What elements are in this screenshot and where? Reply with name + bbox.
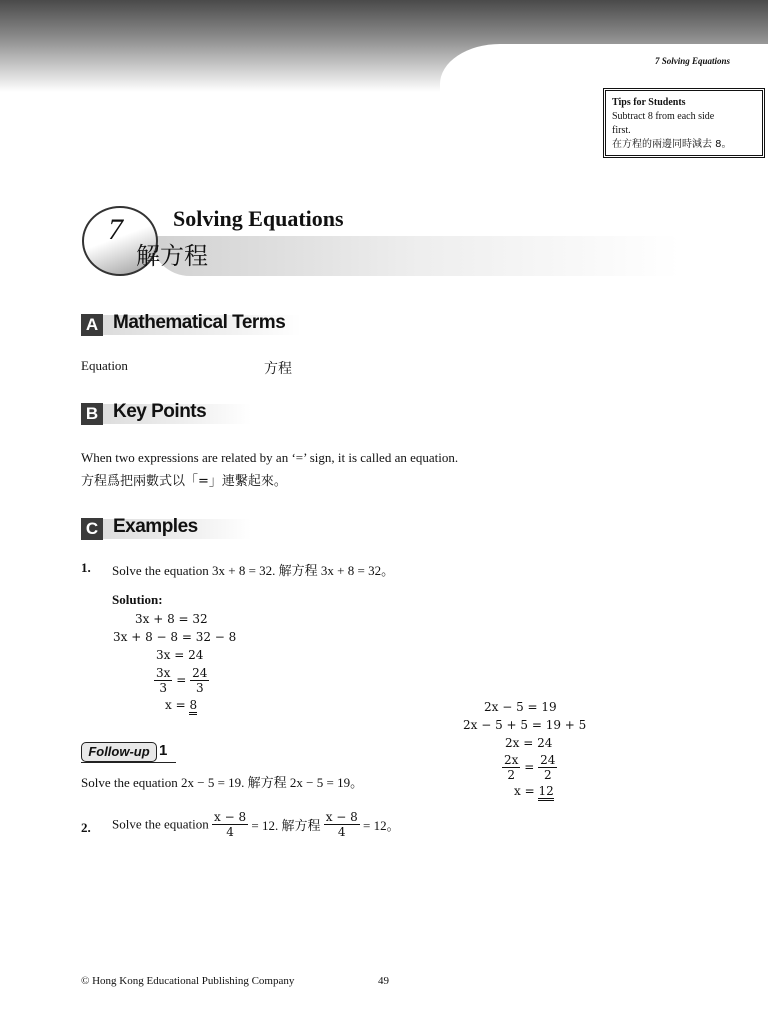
fraction	[154, 666, 172, 695]
section-letter: C	[81, 518, 103, 540]
followup-step: 2x = 24	[505, 736, 553, 750]
solution-step: 3x = 24	[156, 648, 204, 662]
section-label: Mathematical Terms	[113, 312, 286, 333]
equals-sign: =	[176, 673, 187, 687]
fraction-denominator: 2	[507, 768, 516, 782]
example-2-mid: = 12. 解方程	[251, 818, 321, 833]
section-heading-c	[81, 516, 301, 540]
running-head: 7 Solving Equations	[654, 56, 730, 66]
fraction-denominator: 3	[159, 681, 168, 695]
tips-line: Subtract 8 from each side	[612, 111, 715, 122]
example-2-suffix: = 12。	[363, 818, 400, 833]
followup-step: 2x − 5 = 19	[484, 700, 557, 714]
solution-label: Solution:	[112, 592, 163, 607]
fraction-numerator: x − 8	[325, 810, 358, 824]
example-number: 2.	[81, 820, 91, 835]
answer-lhs: x =	[165, 698, 190, 712]
fraction-denominator: 4	[337, 825, 346, 839]
tips-box	[603, 88, 765, 158]
section-letter: A	[81, 314, 103, 336]
answer-lhs: x =	[514, 784, 539, 798]
section-letter: B	[81, 403, 103, 425]
fraction-denominator: 3	[195, 681, 204, 695]
tips-line: first.	[612, 125, 631, 136]
followup-fraction-step	[502, 753, 557, 782]
answer-value: 8	[189, 698, 197, 715]
solution-step: 3x + 8 = 32	[135, 612, 208, 626]
fraction-numerator: x − 8	[214, 810, 247, 824]
example-number: 1.	[81, 560, 91, 575]
fraction	[502, 753, 520, 782]
section-label: Key Points	[113, 401, 207, 422]
section-heading-b	[81, 401, 301, 425]
followup-step: 2x − 5 + 5 = 19 + 5	[463, 718, 587, 732]
tips-line-zh: 在方程的兩邊同時減去 8。	[612, 139, 732, 150]
tips-title: Tips for Students	[612, 97, 686, 108]
followup-number: 1	[159, 742, 168, 759]
example-prompt: Solve the equation 3x + 8 = 32. 解方程 3x + 8 = 32。	[112, 563, 395, 578]
fraction	[538, 753, 557, 782]
followup-answer	[514, 784, 554, 798]
footer-copyright: © Hong Kong Educational Publishing Company	[81, 975, 295, 987]
term-zh: 方程	[264, 361, 292, 377]
equals-sign: =	[524, 760, 535, 774]
solution-answer	[165, 698, 197, 712]
section-heading-a	[81, 312, 301, 336]
followup-label: Follow-up	[81, 742, 157, 762]
followup-prompt: Solve the equation 2x − 5 = 19. 解方程 2x − 5 = 19。	[81, 775, 364, 790]
chapter-title-zh: 解方程	[136, 242, 208, 270]
followup-heading	[81, 742, 171, 762]
chapter-number: 7	[108, 213, 123, 246]
fraction-denominator: 4	[226, 825, 234, 839]
solution-step: 3x + 8 − 8 = 32 − 8	[113, 630, 237, 644]
page-number: 49	[378, 975, 389, 987]
solution-fraction-step	[154, 666, 209, 695]
fraction-numerator: 2x	[504, 753, 519, 767]
followup-underline	[81, 762, 176, 763]
example-2-prompt	[112, 810, 400, 839]
key-point-zh: 方程爲把兩數式以「=」連繫起來。	[81, 474, 287, 489]
fraction	[212, 810, 248, 839]
fraction	[190, 666, 209, 695]
fraction-numerator: 24	[540, 753, 556, 767]
key-point-en: When two expressions are related by an ‘=’ sign, it is called an equation.	[81, 450, 459, 465]
fraction	[324, 810, 360, 839]
fraction-numerator: 24	[192, 666, 208, 680]
fraction-denominator: 2	[543, 768, 552, 782]
example-2-prefix: Solve the equation	[112, 816, 209, 832]
term-en: Equation	[81, 358, 128, 373]
chapter-swoosh	[150, 236, 680, 276]
chapter-title: Solving Equations	[173, 206, 344, 231]
answer-value: 12	[538, 784, 553, 801]
section-label: Examples	[113, 516, 198, 537]
fraction-numerator: 3x	[156, 666, 171, 680]
